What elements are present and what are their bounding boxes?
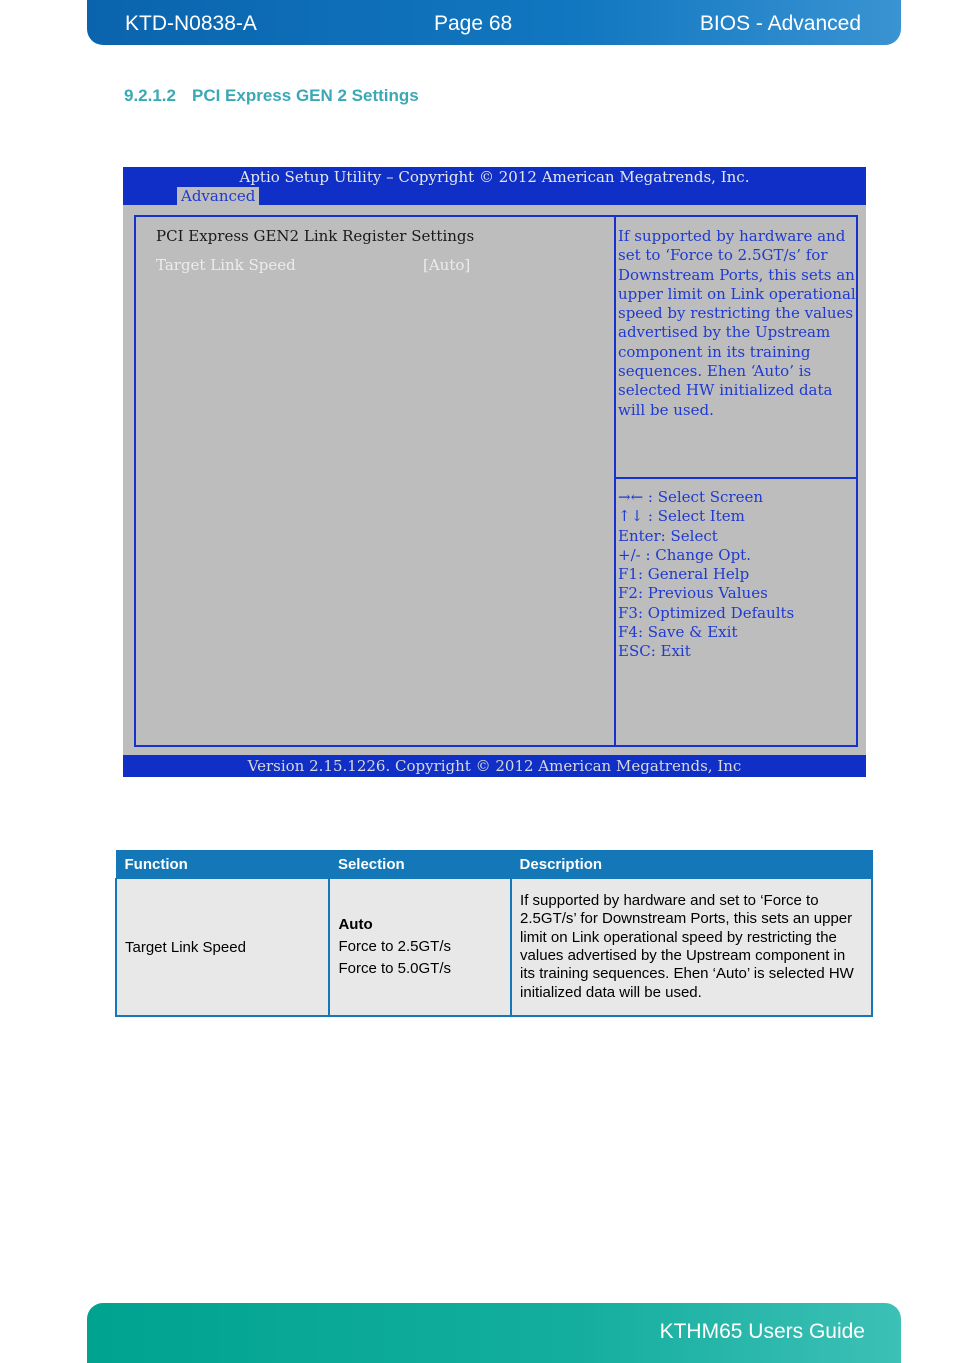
key-f4: F4: Save & Exit: [618, 623, 738, 642]
header-selection: Selection: [329, 851, 511, 879]
tab-advanced[interactable]: Advanced: [177, 187, 259, 205]
settings-heading: PCI Express GEN2 Link Register Settings: [156, 227, 475, 245]
key-esc: ESC: Exit: [618, 642, 691, 661]
guide-title: KTHM65 Users Guide: [659, 1320, 865, 1343]
key-legend: [618, 488, 794, 662]
function-table: [115, 850, 873, 1017]
section-heading: [124, 86, 419, 106]
bios-title-bar: [123, 167, 866, 205]
key-f1: F1: General Help: [618, 565, 750, 584]
page-number: Page 68: [434, 12, 513, 35]
section-title: PCI Express GEN 2 Settings: [192, 86, 419, 105]
key-f2: F2: Previous Values: [618, 584, 768, 603]
bios-title: Aptio Setup Utility – Copyright © 2012 American Megatrends, Inc.: [239, 168, 750, 186]
header-function: Function: [116, 851, 329, 879]
key-select-screen: →← : Select Screen: [618, 488, 764, 506]
table-header-row: [116, 851, 872, 879]
cell-selection: [329, 879, 511, 1017]
target-link-speed-label[interactable]: Target Link Speed: [156, 256, 296, 274]
key-change-opt: +/- : Change Opt.: [618, 545, 751, 564]
page-footer: [87, 1303, 901, 1363]
cell-function: Target Link Speed: [116, 879, 329, 1017]
bios-screen: [123, 167, 866, 777]
bios-version-bar: Version 2.15.1226. Copyright © 2012 American Megatrends, Inc: [123, 755, 866, 777]
doc-id: KTD-N0838-A: [125, 12, 257, 35]
selection-default: Auto: [338, 916, 373, 933]
help-panel: [614, 215, 858, 747]
key-enter: Enter: Select: [618, 526, 718, 545]
target-link-speed-value[interactable]: [Auto]: [423, 256, 471, 274]
help-divider: [616, 477, 856, 479]
cell-description: If supported by hardware and set to ‘Force to 2.5GT/s’ for Downstream Ports, this sets an upper limit on Link operational speed by restricting the values advertised by the Upstream component in its training sequences. Ehen ‘Auto’ is selected HW initialized data will be used.: [511, 879, 872, 1017]
settings-panel: [134, 215, 614, 747]
page-header: [87, 0, 901, 45]
selection-option: Force to 2.5GT/s: [338, 938, 451, 955]
section-number: 9.2.1.2: [124, 86, 176, 105]
selection-option: Force to 5.0GT/s: [338, 960, 451, 977]
chapter-title: BIOS - Advanced: [699, 12, 861, 35]
header-description: Description: [511, 851, 872, 879]
key-f3: F3: Optimized Defaults: [618, 603, 795, 622]
help-text: If supported by hardware and set to ‘Force to 2.5GT/s’ for Downstream Ports, this sets an upper limit on Link operational speed by restricting the values advertised by the Upstream component in its training sequences. Ehen ‘Auto’ is selected HW initialized data will be used.: [618, 227, 856, 419]
key-select-item: ↑↓ : Select Item: [618, 507, 745, 526]
table-row: [116, 879, 872, 1017]
